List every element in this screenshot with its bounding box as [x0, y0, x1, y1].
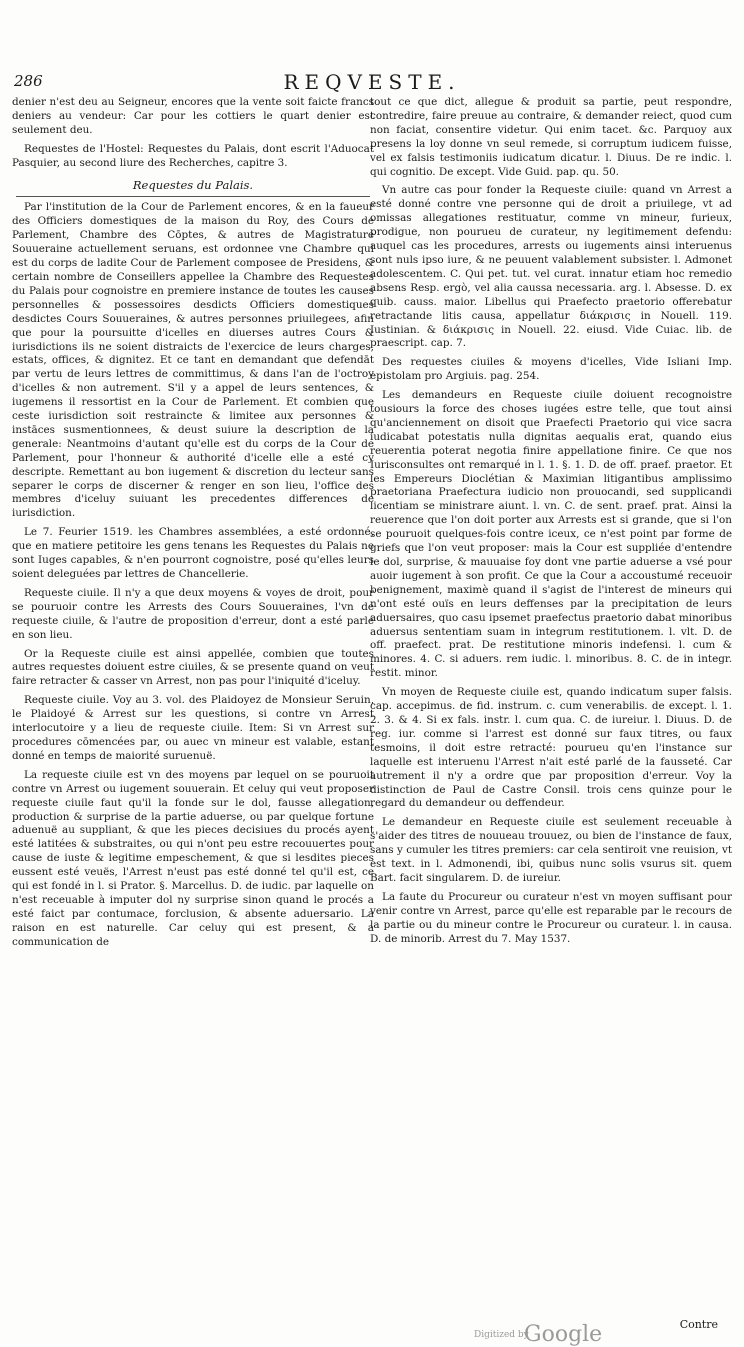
paragraph: Par l'institution de la Cour de Parlement encores, & en la faueur des Officiers domestiques de la maison du Roy, des Cours de Parlement, Chambre des Cōptes, & autres de Magistrature Souueraine actuellement seruans, est ordonnee vne Chambre qui est du corps de ladite Cour de Parlement composee de Presidens, & certain nombre de Conseillers appellee la Chambre des Requestes du Palais pour cognoistre en premiere instance de toutes les causes personnelles & possessoires desdicts Officiers domestiques desdictes Cours Souueraines, & autres personnes priuilegees, afin que pour la poursuitte d'icelles en diuerses autres Cours & iurisdictions ils ne soient distraicts de l'exercice de leurs charges, estats, offices, & dignitez. Et ce tant en demandant que defendāt par vertu de leurs lettres de committimus, & dans l'an de l'octroy d'icelles & non autrement. S'il y a appel de leurs sentences, & iugemens il ressortist en la Cour de Parlement. Et combien que ceste iurisdiction soit restraincte & limitee aux personnes & instāces susmentionnees, & deust suiure la description de la generale: Neantmoins d'autant qu'elle est du corps de la Cour de Parlement, pour l'honneur & authorité d'icelle elle a esté cy descripte. Remettant au bon iugement & discretion du lecteur sans separer le corps de discerner & renger en son lieu, l'office des membres d'iceluy suiuant les precedentes differences de iurisdiction. — [12, 201, 374, 520]
paragraph: Le 7. Feurier 1519. les Chambres assemblées, a esté ordonné, que en matiere petitoire les gens tenans les Requestes du Palais ne sont Iuges capables, & n'en pourront cognoistre, posé qu'elles leurs soient deleguées par lettres de Chancellerie. — [12, 526, 374, 580]
paragraph: Or la Requeste ciuile est ainsi appellée, combien que toutes autres requestes doiuent estre ciuiles, & se presente quand on veut faire retracter & casser vn Arrest, non pas pour l'iniquité d'iceluy. — [12, 647, 374, 688]
right-column — [370, 96, 732, 1316]
paragraph: Vn autre cas pour fonder la Requeste ciuile: quand vn Arrest a esté donné contre vne personne qui de droit a priuilege, vt ad omissas allegationes restituatur, comme vn mineur, furieux, prodigue, non pourueu de curateur, ny legitimement defendu: auquel cas les procedures, arrests ou iugements ainsi interuenus sont nuls ipso iure, & ne peuuent valablement subsister. l. Admonet adolescentem. C. Qui pet. tut. vel curat. innatur etiam hoc remedio absens Resp. ergò, vel alia caussa necessaria. arg. l. Absesse. D. ex quib. causs. maior. Libellus qui Praefecto praetorio offerebatur retractande litis causa, appellatur διάκρισις in Nouell. 119. Iustinian. & διάκρισις in Nouell. 22. eiusd. Vide Cuiac. lib. de praescript. cap. 7. — [370, 184, 732, 350]
paragraph: Requeste ciuile. Il n'y a que deux moyens & voyes de droit, pour se pouruoir contre les Arrests des Cours Souueraines, l'vn de requeste ciuile, & l'autre de proposition d'erreur, dont a esté parlé en son lieu. — [12, 586, 374, 641]
section-divider — [16, 196, 370, 197]
paragraph: Vn moyen de Requeste ciuile est, quando indicatum super falsis. cap. accepimus. de fid. instrum. c. cum venerabilis. de except. l. 1. 2. 3. & 4. Si ex fals. instr. l. cum qua. C. de iureiur. l. Diuus. D. de reg. iur. comme si l'arrest est donné sur faux titres, ou faux tesmoins, il doit estre retracté: pourueu qu'en l'instance sur laquelle est interuenu l'Arrest n'ait esté parlé de la fausseté. Car autrement il n'y a ordre que par proposition d'erreur. Voy la distinction de Paul de Castre Consil. trois cens quinze pour le regard du demandeur ou deffendeur. — [370, 686, 732, 810]
paragraph: Requestes de l'Hostel: Requestes du Palais, dont escrit l'Aduocat Pasquier, au second liure des Recherches, capitre 3. — [12, 142, 374, 169]
paragraph: Requeste ciuile. Voy au 3. vol. des Plaidoyez de Monsieur Seruin, le Plaidoyé & Arrest sur les questions, si contre vn Arrest interlocutoire y a lieu de requeste ciuile. Item: Si vn Arrest sur procedures cōmencées par, ou auec vn mineur est valable, estant donné en temps de maiorité suruenuë. — [12, 694, 374, 762]
paragraph: Le demandeur en Requeste ciuile est seulement receuable à s'aider des titres de nouueau trouuez, ou bien de l'instance de faux, sans y cumuler les titres premiers: car cela sentiroit vne reuision, vt est text. in l. Admonendi, ibi, quibus nunc solis vsurus sit. quem Bart. facit singularem. D. de iureiur. — [370, 816, 732, 884]
paragraph: Les demandeurs en Requeste ciuile doiuent recognoistre tousiours la force des choses iugées estre telle, que tout ainsi qu'anciennement on disoit que Praefecti Praetorio qui vice sacra iudicabat potestatis nulla dignitas aequalis erat, quando eius reuerentia poterat negotia finire appellatione finire. Ce que nos Iurisconsultes ont remarqué in l. 1. §. 1. D. de off. praef. praetor. Et les Empereurs Dioclétian & Maximian litigantibus amplissimo praetoriana Praefectura iudicio non prouocandi, sed supplicandi licentiam se ministrare aiunt. l. vn. C. de sent. praef. prat. Ainsi la reuerence que l'on doit porter aux Arrests est si grande, que si l'on se pouruoit quelques-fois contre iceux, ce n'est point par forme de griefs que l'on veut proposer: mais la Cour est suppliée d'entendre le dol, surprise, & mauuaise foy dont vne partie aduerse a vsé pour auoir iugement à son profit. Ce que la Cour a accoustumé receuoir benignement, maximè quand il s'agist de l'interest de mineurs qui n'ont esté ouïs en leurs deffenses par la precipitation de leurs aduersaires, quo casu ipsemet praefectus praetorio dabat minoribus aduersus sententiam suam in integrum restitutionem. l. vlt. D. de off. praefect. prat. De restitutione minoris indefensi. l. cum & minores. 4. C. si aduers. rem iudic. l. minoribus. 8. C. de in integr. restit. minor. — [370, 389, 732, 680]
page-number: 286 — [14, 72, 43, 90]
paragraph: denier n'est deu au Seigneur, encores que la vente soit faicte francs deniers au vendeur: Car pour les cottiers le quart denier est seulement deu. — [12, 96, 374, 136]
running-title: REQVESTE. — [283, 70, 461, 94]
paragraph: Des requestes ciuiles & moyens d'icelles, Vide Isliani Imp. epistolam pro Argiuis. pag. 254. — [370, 356, 732, 383]
watermark-prefix: Digitized by — [474, 1330, 529, 1340]
watermark-brand: Google — [524, 1322, 603, 1347]
paragraph: La faute du Procureur ou curateur n'est vn moyen suffisant pour venir contre vn Arrest, parce qu'elle est reparable par le recours de la partie ou du mineur contre le Procureur ou curateur. l. in causa. D. de minorib. Arrest du 7. May 1537. — [370, 890, 732, 945]
catchword: Contre — [679, 1318, 718, 1331]
left-column — [12, 96, 374, 1316]
paragraph: tout ce que dict, allegue & produit sa partie, peut respondre, contredire, faire preuue au contraire, & demander reiect, quod cum non faciat, consentire videtur. Qui enim tacet. &c. Parquoy aux presens la loy donne vn seul remede, si corruptum iudicem fuisse, vel ex falsis testimoniis iudicatum dicatur. l. Diuus. De re indic. l. qui cognitio. De except. Vide Guid. pap. qu. 50. — [370, 96, 732, 178]
section-heading: Requestes du Palais. — [132, 177, 254, 192]
running-head — [0, 72, 744, 98]
paragraph: La requeste ciuile est vn des moyens par lequel on se pouruoit contre vn Arrest ou iugement souuerain. Et celuy qui veut proposer requeste ciuile faut qu'il la fonde sur le dol, fausse allegation, production & surprise de la partie aduerse, ou par quelque fortune aduenuë au suppliant, & que les pieces decisiues du procés ayent esté latitées & substraites, ou qui n'ont peu estre recouuertes pour cause de iuste & legitime empeschement, & que si lesdites pieces eussent esté veuës, l'Arrest n'eust pas esté donné tel qu'il est, ce qui est fondé in l. si Prator. §. Marcellus. D. de iudic. par laquelle on n'est receuable à imputer dol ny surprise sinon quand le procés a esté faict par contumace, forclusion, & absente aduersario. La raison en est naturelle. Car celuy qui est present, & a communication de — [12, 768, 374, 948]
